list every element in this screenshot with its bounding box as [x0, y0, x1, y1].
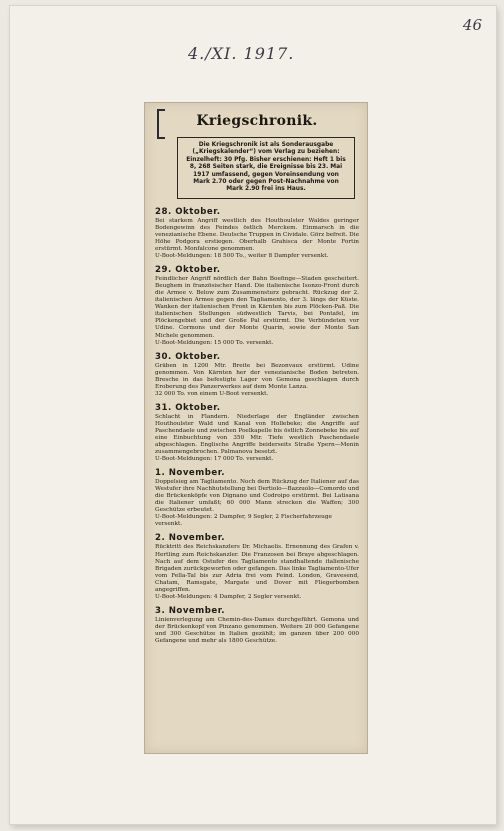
- entry-date: 30. Oktober.: [155, 351, 221, 362]
- archive-sheet: [10, 6, 496, 824]
- chronicle-entry: [155, 533, 359, 600]
- entry-text: Gräben in 1200 Mtr. Breite bei Bezonvaux erstürmt. Udine genommen. Von Kärnten her der venezianische Boden betreten. Bresche in das befestigte Lager von Gemona geschlagen durch Eroberung des Panzerwerkes auf dem Monte Lanza.: [155, 362, 359, 390]
- clipping-heading: Kriegschronik.: [196, 113, 318, 129]
- newspaper-clipping: [144, 102, 368, 754]
- chronicle-entry: [155, 403, 359, 463]
- uboot-report: U-Boot-Meldungen: 2 Dampfer, 9 Segler, 2 Fischerfahrzeuge versenkt.: [155, 514, 332, 528]
- entry-text: Schlacht in Flandern. Niederlage der Engländer zwischen Houthoulster Wald und Kanal von Hollebeke; die Angriffe auf Paschendaele und zwischen Poelkapelle bis östlich Zonnebeke bis auf eine Einbuchtung von 350 Mtr. Tiefe westlich Paschendaele abgeschlagen. Englische Angriffe beiderseits Straße Ypern—Menin zusammengebrochen. Palmanova besetzt.: [155, 413, 359, 456]
- chronicle-entry: [155, 207, 359, 260]
- entry-text: Linienverlegung am Chemin-des-Dames durchgeführt. Gemona und der Brückenkopf von Pinzano genommen. Weitere 20 000 Gefangene und 300 Geschütze in Italien gezählt; im ganzen über 200 000 Gefangene und mehr als 1800 Geschütze.: [155, 616, 359, 644]
- entry-date: 29. Oktober.: [155, 265, 221, 276]
- chronicle-entry: [155, 606, 359, 645]
- uboot-report: 32 000 To. von einem U-Boot versenkt.: [155, 390, 269, 397]
- entry-date: 1. November.: [155, 468, 225, 479]
- archive-number: 46: [462, 16, 482, 34]
- chronicle-entry: [155, 468, 359, 528]
- entry-text: Bei starkem Angriff westlich des Houthoulster Waldes geringer Bodengewinn des Feindes östlich Merckem. Einmarsch in die venezianische Ebene. Deutsche Truppen in Cividale. Görz befreit. Die Höhe Podgora erstiegen. Oberhalb Grahisca der Monte Fortin erstürmt. Monfalcone genommen.: [155, 217, 359, 253]
- entry-date: 2. November.: [155, 533, 225, 544]
- chronicle-entry: [155, 265, 359, 346]
- uboot-report: U-Boot-Meldungen: 15 000 To. versenkt.: [155, 339, 274, 346]
- entry-text: Doppelsieg am Tagliamento. Noch dem Rückzug der Italiener auf das Westufer ihre Nachhutstellung bei Dertiolo—Bazzuolo—Comordo und die Brückenköpfe von Dignano und Codroipo erstürmt. Bei Latisana die Italiener umfaßt; 60 000 Mann strecken die Waffen; 300 Geschütze erbeutet.: [155, 479, 359, 514]
- entry-date: 31. Oktober.: [155, 402, 221, 413]
- handwritten-date: 4./XI. 1917.: [188, 44, 295, 63]
- notice-box: Die Kriegschronik ist als Sonderausgabe („Kriegskalender“) vom Verlag zu beziehen: Einzelheft: 30 Pfg. Bisher erschienen: Heft 1 bis 8, 268 Seiten stark, die Ereignisse bis 23. Mai 1917 umfassend, gegen Voreinsendung von Mark 2.70 oder gegen Post-Nachnahme von Mark 2.90 frei ins Haus.: [177, 137, 355, 199]
- faint-watermark: [240, 16, 310, 30]
- pencil-bracket-mark: [157, 109, 165, 139]
- uboot-report: U-Boot-Meldungen: 18 500 To., weiter 8 Dampfer versenkt.: [155, 253, 329, 260]
- entry-text: Feindlicher Angriff nördlich der Bahn Boefinge—Staden gescheitert. Beughem in französischer Hand. Die italienische Isonzo-Front durch die Armee v. Below zum Zusammensturz gebracht. Rückzug der 2. italienischen Armee gegen den Tagliamento, der 3. längs der Küste. Wanken der italienischen Front in Kärnten bis zum Plöcken-Paß. Die italienischen Stellungen südwestlich Tarvis, bei Pontafel, im Plöckengebiet und der Große Pal erstürmt. Die Verbündeten vor Udine. Cormons und der Monte Quarin, sowie der Monte San Michele genommen.: [155, 276, 359, 339]
- uboot-report: U-Boot-Meldungen: 17 000 To. versenkt.: [155, 456, 274, 463]
- uboot-report: U-Boot-Meldungen: 4 Dampfer, 2 Segler versenkt.: [155, 593, 302, 600]
- entry-text: Rücktritt des Reichskanzlers Dr. Michaelis. Ernennung des Grafen v. Hertling zum Reichskanzler. Die Franzosen bei Braye abgeschlagen. Nach auf dem Ostufer des Tagliamento standhaltende italienische Brigaden zurückgeworfen oder gefangen. Das linke Tagliamento-Ufer vom Fella-Tal bis zur Adria frei vom Feind. London, Gravesend, Chatam, Ramsgate, Margate und Dover mit Fliegerbomben angegriffen.: [155, 544, 359, 593]
- entry-date: 3. November.: [155, 605, 225, 616]
- entry-date: 28. Oktober.: [155, 206, 221, 217]
- chronicle-entry: [155, 352, 359, 398]
